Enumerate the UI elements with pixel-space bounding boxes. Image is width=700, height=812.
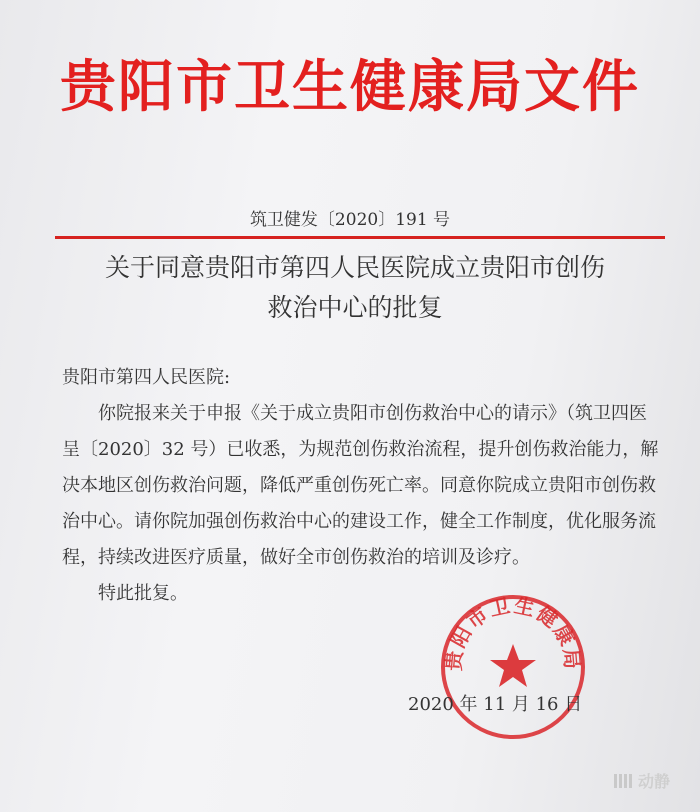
document-number: 筑卫健发〔2020〕191 号 [249,210,451,230]
seal-star-icon [490,644,536,687]
watermark-text: 动静 [637,772,670,791]
document-header-title: 贵阳市卫生健康局文件 [60,54,640,120]
document-subject [50,248,660,328]
closing-line: 特此批复。 [98,583,188,604]
salutation: 贵阳市第四人民医院: [62,367,231,388]
document-date: 2020 年 11 月 16 日 [408,694,583,715]
red-divider-line [55,236,665,239]
document-body [62,360,662,612]
official-seal [438,592,588,742]
body-paragraph: 你院报来关于申报《关于成立贵阳市创伤救治中心的请示》（筑卫四医呈〔2020〕32 号）已收悉，为规范创伤救治流程，提升创伤救治能力，解决本地区创伤救治问题，降低严重创伤死亡率。同意你院成立贵阳市创伤救治中心。请你院加强创伤救治中心的建设工作，健全工作制度，优化服务流程，持续改进医疗质量，做好全市创伤救治的培训及诊疗。 [62,403,659,568]
watermark-bars-icon [614,774,632,788]
subject-line-1: 关于同意贵阳市第四人民医院成立贵阳市创伤 [104,253,605,282]
watermark [614,769,670,792]
seal-text: 贵阳市卫生健康局 [441,593,585,672]
subject-line-2: 救治中心的批复 [267,293,443,322]
